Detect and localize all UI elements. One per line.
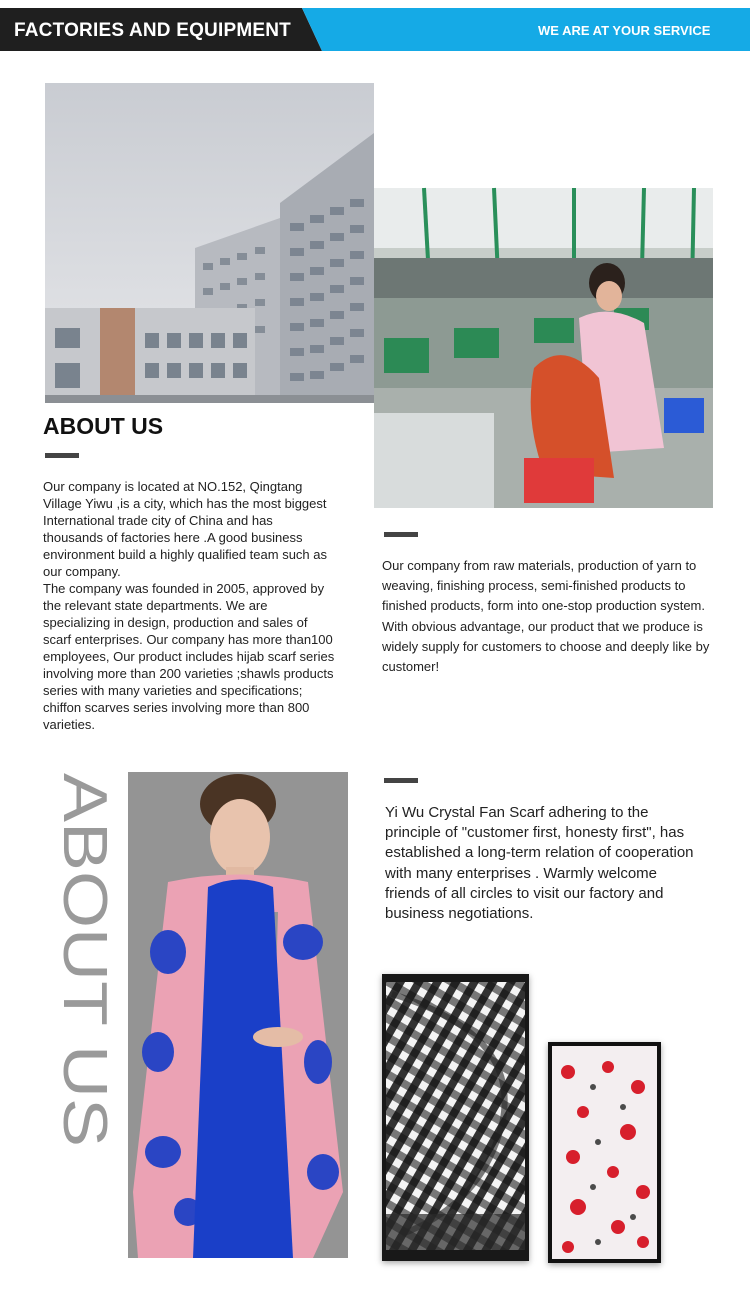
vertical-about-us-text bbox=[50, 773, 119, 1147]
sewing-workshop-photo bbox=[374, 188, 713, 508]
floral-scarf-photo bbox=[548, 1042, 661, 1263]
divider-bar bbox=[384, 532, 418, 537]
divider-bar bbox=[384, 778, 418, 783]
about-paragraph-2: Our company from raw materials, production of yarn to weaving, finishing process, semi-finished products to finished products, form into one-stop production system. With obvious advantage, our product that we produce is widely supply for customers to choose and deeply like by customer! bbox=[382, 558, 710, 675]
header-subtitle: WE ARE AT YOUR SERVICE bbox=[538, 23, 711, 38]
about-paragraph-3: Yi Wu Crystal Fan Scarf adhering to the principle of "customer first, honesty first", has established a long-term relation of cooperation with many enterprises . Warmly welcome friends of all circles to visit our factory and business negotiations. bbox=[385, 804, 694, 923]
about-us-heading: ABOUT US bbox=[43, 413, 164, 439]
header-title: FACTORIES AND EQUIPMENT bbox=[14, 20, 291, 41]
about-paragraph-1-part-2: The company was founded in 2005, approved by the relevant state departments. We are specializing in design, production and sales of scarf enterprises. Our company has more than100 employees, Our product includes hijab scarf series involving more than 200 varieties ;shawls products series with many varieties and specifications; chiffon scarves series involving more than 800 varieties. bbox=[43, 581, 335, 732]
vertical-about-us-label: ABOUT US bbox=[50, 773, 119, 1089]
divider-bar bbox=[45, 453, 79, 458]
header-banner bbox=[0, 8, 750, 51]
model-scarf-photo bbox=[128, 772, 348, 1258]
about-paragraph-1-part-1: Our company is located at NO.152, Qingtang Village Yiwu ,is a city, which has the most biggest International trade city of China and has thousands of factories here .A good business environment build a highly qualified team such as our company. bbox=[43, 479, 328, 579]
factory-building-photo bbox=[45, 83, 374, 403]
plaid-scarf-photo bbox=[382, 974, 529, 1261]
about-paragraph-1 bbox=[43, 478, 335, 733]
